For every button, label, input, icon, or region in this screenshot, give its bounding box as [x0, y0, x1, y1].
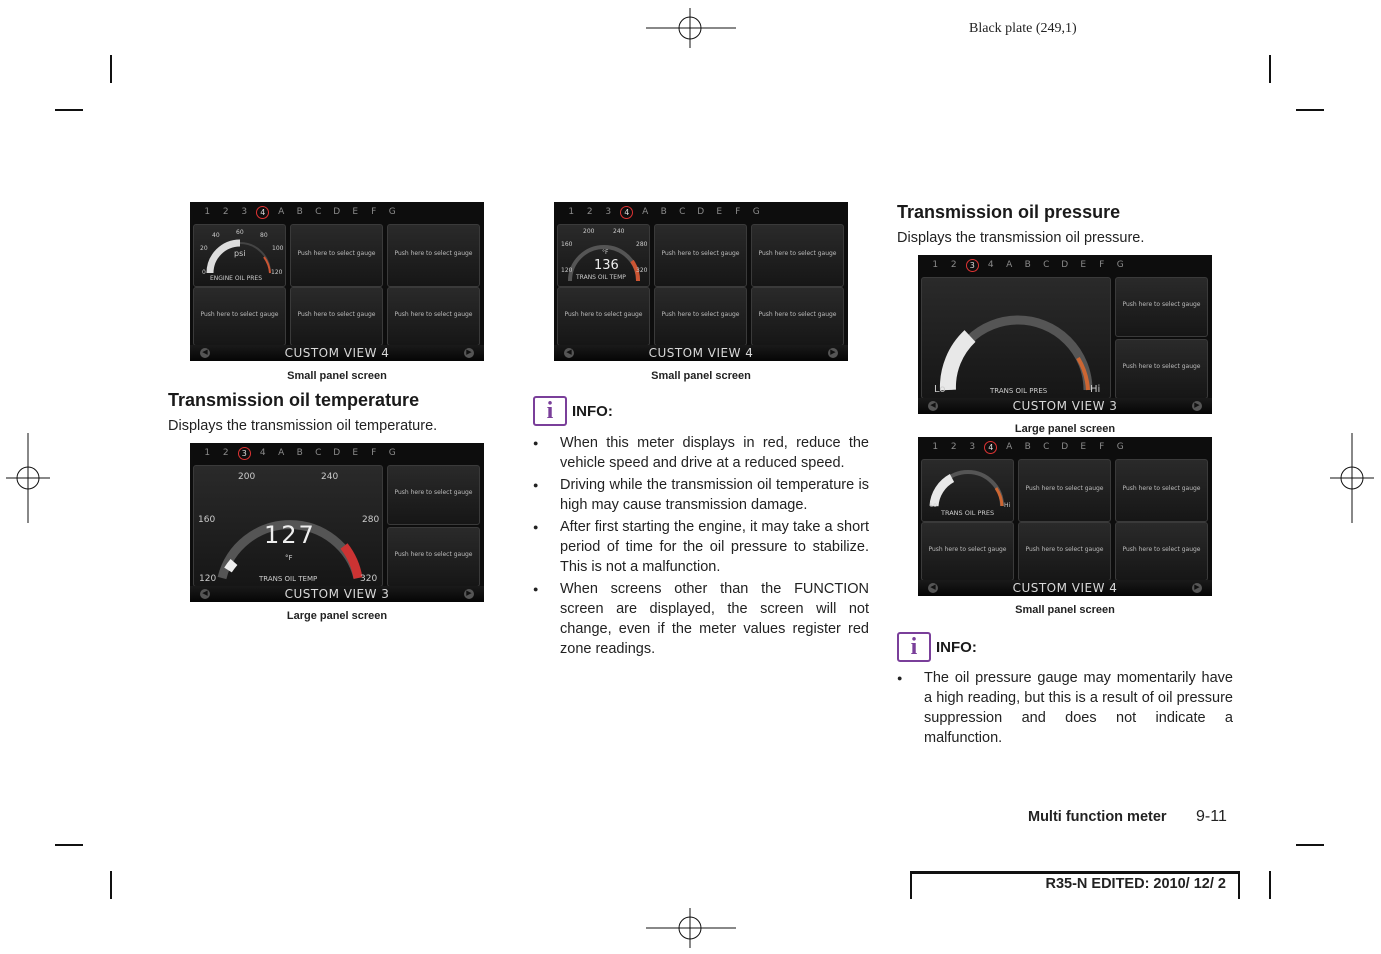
bullet-item: ● When screens other than the FUNCTION screen are displayed, the screen will not change, even if the meter values register red zone readings. [533, 579, 869, 659]
view-tab-label: A [1006, 260, 1013, 270]
gauge-tile[interactable] [921, 277, 1111, 399]
view-tab[interactable] [1019, 260, 1038, 270]
push-text: Push here to select gauge [297, 249, 376, 257]
next-arrow-icon[interactable]: ▶ [464, 589, 474, 599]
screen-large-trans-pres [918, 255, 1212, 414]
view-tab[interactable] [729, 207, 748, 217]
view-tab[interactable] [982, 260, 1001, 270]
push-tile[interactable] [557, 287, 650, 346]
bullet-item: ● The oil pressure gauge may momentarily have a high reading, but this is a result of oil pressure suppression and does not indicate a malfunction. [897, 668, 1233, 748]
push-tile[interactable] [387, 465, 480, 525]
view-tab[interactable] [1056, 260, 1075, 270]
view-tab-label: B [296, 448, 303, 458]
view-tab-label: G [1116, 442, 1124, 452]
crop-mark [110, 871, 112, 899]
view-tab-label: 1 [204, 448, 211, 458]
push-tile[interactable] [1018, 459, 1111, 522]
push-tile[interactable] [290, 224, 383, 287]
crop-mark [1269, 55, 1271, 83]
edited-label: R35-N EDITED: 2010/ 12/ 2 [1045, 876, 1226, 892]
view-tab-label: F [371, 207, 377, 217]
tick-label: 160 [561, 241, 573, 248]
view-tab[interactable] [254, 448, 273, 458]
view-tab[interactable] [655, 207, 674, 217]
info-label: INFO: [936, 638, 977, 656]
bullet-item: ● Driving while the transmission oil temperature is high may cause transmission damage. [533, 475, 869, 515]
prev-arrow-icon[interactable]: ◀ [200, 589, 210, 599]
section-desc: Displays the transmission oil pressure. [897, 230, 1145, 246]
view-tab[interactable] [1000, 442, 1019, 452]
push-text: Push here to select gauge [394, 249, 473, 257]
custom-view-label: CUSTOM VIEW 4 [918, 580, 1212, 596]
view-tab-label: B [296, 207, 303, 217]
gauge-label: TRANS OIL PRES [990, 387, 1048, 395]
screen-tabs [190, 202, 484, 222]
caption: Large panel screen [286, 610, 388, 622]
next-arrow-icon[interactable]: ▶ [464, 348, 474, 358]
push-text: Push here to select gauge [1122, 545, 1201, 553]
view-tab-label: 2 [586, 207, 593, 217]
view-tab[interactable] [1037, 442, 1056, 452]
view-tab[interactable] [982, 441, 1001, 454]
view-tab-label: G [388, 448, 396, 458]
push-tile[interactable] [1115, 339, 1208, 399]
push-tile[interactable] [921, 522, 1014, 581]
unit-label: °F [602, 249, 609, 256]
view-tab[interactable] [217, 448, 236, 458]
push-text: Push here to select gauge [661, 249, 740, 257]
section-heading: Transmission oil temperature [168, 390, 420, 410]
view-tab-label: A [278, 448, 285, 458]
view-tab-label: D [1061, 260, 1069, 270]
view-tab[interactable] [963, 442, 982, 452]
custom-view-label: CUSTOM VIEW 3 [918, 398, 1212, 414]
gauge-value: 127 [264, 521, 316, 549]
view-tab[interactable] [309, 448, 328, 458]
push-tile[interactable] [193, 287, 286, 346]
push-tile[interactable] [751, 287, 844, 346]
footer-title: Multi function meter [1028, 809, 1167, 825]
push-text: Push here to select gauge [661, 310, 740, 318]
view-tab-label: 2 [950, 442, 957, 452]
screen-tabs [918, 437, 1212, 457]
view-tab[interactable] [1093, 442, 1112, 452]
caption: Small panel screen [287, 370, 387, 382]
view-tab[interactable] [272, 207, 291, 217]
view-tab[interactable] [346, 207, 365, 217]
tick-label: 200 [238, 472, 256, 482]
tick-label: 40 [212, 232, 220, 239]
push-tile[interactable] [654, 224, 747, 287]
view-tab-label: G [752, 207, 760, 217]
tick-label: 200 [583, 228, 595, 235]
view-tab-label: 1 [932, 442, 939, 452]
view-tab[interactable] [618, 206, 637, 219]
push-text: Push here to select gauge [297, 310, 376, 318]
view-tab[interactable] [198, 448, 217, 458]
view-tab-label: D [697, 207, 705, 217]
info-header [897, 632, 977, 662]
unit-label: °F [285, 554, 293, 562]
info-header [533, 396, 613, 426]
view-tab[interactable] [291, 207, 310, 217]
view-tab-label: E [1080, 260, 1087, 270]
gauge-label: TRANS OIL TEMP [576, 274, 626, 281]
tick-label: 120 [199, 574, 217, 584]
push-text: Push here to select gauge [394, 489, 473, 497]
view-tab[interactable] [599, 207, 618, 217]
push-text: Push here to select gauge [394, 551, 473, 559]
view-tab-label: D [1061, 442, 1069, 452]
push-tile[interactable] [751, 224, 844, 287]
push-tile[interactable] [290, 287, 383, 346]
view-tab[interactable] [1111, 442, 1130, 452]
screen-tabs [554, 202, 848, 222]
view-tab-label: G [1116, 260, 1124, 270]
view-tab-label: A [1006, 442, 1013, 452]
push-text: Push here to select gauge [394, 310, 473, 318]
hi-label: Hi [1004, 502, 1011, 509]
info-temp-list [533, 433, 869, 661]
bullet-item: ● When this meter displays in red, reduce the vehicle speed and drive at a reduced speed. [533, 433, 869, 473]
next-arrow-icon[interactable]: ▶ [1192, 401, 1202, 411]
edited-box [910, 871, 1240, 899]
view-tab-label: 3 [969, 442, 976, 452]
view-tab[interactable] [1056, 442, 1075, 452]
tick-label: 120 [561, 267, 573, 274]
view-tab[interactable] [1000, 260, 1019, 270]
push-tile[interactable] [1115, 459, 1208, 522]
view-tab[interactable] [945, 260, 964, 270]
tick-label: 240 [613, 228, 625, 235]
view-tab-label: 2 [222, 207, 229, 217]
view-tab[interactable] [747, 207, 766, 217]
view-tab-label: B [660, 207, 667, 217]
view-tab-label: 4 [259, 448, 266, 458]
push-tile[interactable] [1115, 522, 1208, 581]
lo-label: Lo [934, 384, 946, 395]
view-tab[interactable] [272, 448, 291, 458]
view-tab-label: A [642, 207, 649, 217]
prev-arrow-icon[interactable]: ◀ [928, 583, 938, 593]
push-text: Push here to select gauge [1025, 484, 1104, 492]
gauge-label: TRANS OIL TEMP [259, 575, 318, 583]
view-tab[interactable] [1037, 260, 1056, 270]
view-tab[interactable] [365, 448, 384, 458]
view-tab[interactable] [198, 207, 217, 217]
crop-mark [110, 55, 112, 83]
view-tab[interactable] [235, 447, 254, 460]
tick-label: 240 [321, 472, 339, 482]
crop-mark [1296, 844, 1324, 846]
gauge-tile[interactable] [193, 465, 383, 587]
info-icon: i [897, 632, 931, 662]
registration-mark-right [1330, 433, 1374, 523]
tick-label: 100 [272, 245, 284, 252]
caption: Small panel screen [651, 370, 751, 382]
view-tab[interactable] [581, 207, 600, 217]
push-tile[interactable] [387, 224, 480, 287]
view-tab[interactable] [710, 207, 729, 217]
view-tab[interactable] [1019, 442, 1038, 452]
view-tab-label: 2 [950, 260, 957, 270]
view-tab-label: 1 [204, 207, 211, 217]
next-arrow-icon[interactable]: ▶ [1192, 583, 1202, 593]
view-tab-label: C [1043, 442, 1050, 452]
view-tab-label: 4 [256, 206, 269, 219]
screen-small-trans-pres [918, 437, 1212, 596]
tick-label: 120 [271, 269, 283, 276]
gauge-tile[interactable] [193, 224, 286, 287]
bullet-item: ● After first starting the engine, it may take a short period of time for the oil pressure to stabilize. This is not a malfunction. [533, 517, 869, 577]
registration-mark-bottom [646, 908, 736, 948]
push-tile[interactable] [1115, 277, 1208, 337]
view-tab[interactable] [291, 448, 310, 458]
view-tab[interactable] [365, 207, 384, 217]
view-tab-label: C [679, 207, 686, 217]
tick-label: 320 [360, 574, 378, 584]
view-tab[interactable] [926, 260, 945, 270]
view-tab[interactable] [383, 207, 402, 217]
view-tab[interactable] [945, 442, 964, 452]
view-tab[interactable] [673, 207, 692, 217]
push-tile[interactable] [1018, 522, 1111, 581]
unit-label: psi [234, 249, 246, 258]
view-tab-label: 3 [605, 207, 612, 217]
tick-label: 0 [202, 269, 206, 276]
view-tab[interactable] [1093, 260, 1112, 270]
tick-label: 80 [260, 232, 268, 239]
tick-label: 320 [636, 267, 648, 274]
prev-arrow-icon[interactable]: ◀ [200, 348, 210, 358]
view-tab-label: C [315, 207, 322, 217]
caption: Large panel screen [1014, 423, 1116, 435]
info-icon: i [533, 396, 567, 426]
view-tab[interactable] [692, 207, 711, 217]
crop-mark [55, 844, 83, 846]
info-pres-list [897, 668, 1233, 750]
view-tab[interactable] [383, 448, 402, 458]
view-tab-label: 3 [966, 259, 979, 272]
tick-label: 160 [198, 515, 216, 525]
view-tab-label: 4 [620, 206, 633, 219]
view-tab[interactable] [328, 448, 347, 458]
view-tab-label: F [735, 207, 741, 217]
view-tab-label: 1 [932, 260, 939, 270]
view-tab-label: B [1024, 442, 1031, 452]
view-tab[interactable] [309, 207, 328, 217]
tick-label: 60 [236, 229, 244, 236]
view-tab-label: 4 [987, 260, 994, 270]
view-tab[interactable] [1074, 442, 1093, 452]
page-number: 9-11 [1196, 808, 1227, 825]
push-text: Push here to select gauge [564, 310, 643, 318]
view-tab[interactable] [562, 207, 581, 217]
hi-label: Hi [1090, 384, 1101, 395]
section-desc: Displays the transmission oil temperature. [168, 418, 438, 434]
view-tab-label: A [278, 207, 285, 217]
view-tab-label: 2 [222, 448, 229, 458]
view-tab-label: G [388, 207, 396, 217]
screen-large-trans-temp [190, 443, 484, 602]
view-tab-label: F [1099, 442, 1105, 452]
view-tab-label: C [315, 448, 322, 458]
registration-mark-left [6, 433, 50, 523]
push-tile[interactable] [654, 287, 747, 346]
view-tab-label: 4 [984, 441, 997, 454]
view-tab-label: 3 [241, 207, 248, 217]
view-tab[interactable] [963, 259, 982, 272]
crop-mark [55, 109, 83, 111]
section-heading: Transmission oil pressure [897, 202, 1121, 222]
push-text: Push here to select gauge [200, 310, 279, 318]
tick-label: 20 [200, 245, 208, 252]
view-tab-label: 3 [238, 447, 251, 460]
push-text: Push here to select gauge [1122, 484, 1201, 492]
view-tab[interactable] [217, 207, 236, 217]
info-label: INFO: [572, 402, 613, 420]
push-text: Push here to select gauge [1122, 301, 1201, 309]
caption: Small panel screen [1015, 604, 1115, 616]
view-tab-label: C [1043, 260, 1050, 270]
push-text: Push here to select gauge [1025, 545, 1104, 553]
crop-mark [1296, 109, 1324, 111]
view-tab-label: E [1080, 442, 1087, 452]
push-text: Push here to select gauge [928, 545, 1007, 553]
push-text: Push here to select gauge [1122, 363, 1201, 371]
view-tab-label: D [333, 207, 341, 217]
gauge-label: TRANS OIL PRES [941, 509, 995, 517]
view-tab-label: B [1024, 260, 1031, 270]
gauge-value: 136 [594, 258, 619, 273]
view-tab[interactable] [235, 207, 254, 217]
view-tab[interactable] [636, 207, 655, 217]
crop-mark [1269, 871, 1271, 899]
screen-small-engine-oil [190, 202, 484, 361]
plate-label: Black plate (249,1) [969, 21, 1077, 36]
custom-view-label: CUSTOM VIEW 4 [190, 345, 484, 361]
view-tab-label: F [1099, 260, 1105, 270]
view-tab-label: E [352, 207, 359, 217]
view-tab-label: E [716, 207, 723, 217]
trans-pres-gauge [922, 278, 1110, 398]
gauge-tile[interactable] [557, 224, 650, 287]
tick-label: 280 [362, 515, 380, 525]
registration-mark-top [646, 8, 736, 48]
tick-label: 280 [636, 241, 648, 248]
view-tab[interactable] [1111, 260, 1130, 270]
custom-view-label: CUSTOM VIEW 4 [554, 345, 848, 361]
screen-small-trans-temp [554, 202, 848, 361]
lo-label: Lo [930, 502, 937, 509]
prev-arrow-icon[interactable]: ◀ [564, 348, 574, 358]
view-tab[interactable] [926, 442, 945, 452]
prev-arrow-icon[interactable]: ◀ [928, 401, 938, 411]
gauge-label: ENGINE OIL PRES [210, 275, 263, 282]
view-tab-label: D [333, 448, 341, 458]
gauge-tile[interactable] [921, 459, 1014, 522]
view-tab[interactable] [254, 206, 273, 219]
custom-view-label: CUSTOM VIEW 3 [190, 586, 484, 602]
view-tab[interactable] [1074, 260, 1093, 270]
push-tile[interactable] [387, 287, 480, 346]
view-tab-label: E [352, 448, 359, 458]
view-tab-label: 1 [568, 207, 575, 217]
push-text: Push here to select gauge [758, 249, 837, 257]
push-text: Push here to select gauge [758, 310, 837, 318]
push-tile[interactable] [387, 527, 480, 587]
screen-tabs [190, 443, 484, 463]
view-tab-label: F [371, 448, 377, 458]
view-tab[interactable] [328, 207, 347, 217]
view-tab[interactable] [346, 448, 365, 458]
next-arrow-icon[interactable]: ▶ [828, 348, 838, 358]
screen-tabs [918, 255, 1212, 275]
